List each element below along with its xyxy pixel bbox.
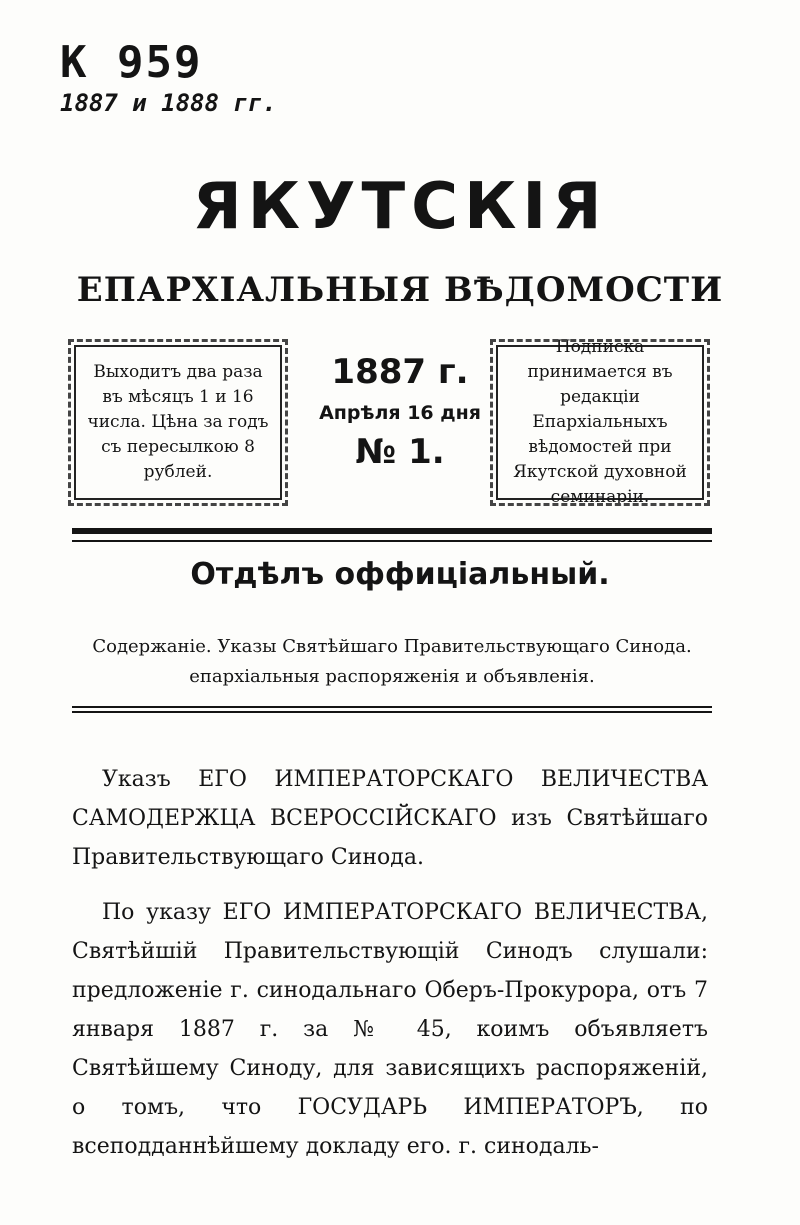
shelf-mark-years: 1887 и 1888 гг.	[60, 89, 277, 117]
shelf-mark	[60, 37, 277, 118]
masthead-subtitle: ЕПАРХІАЛЬНЫЯ ВѢДОМОСТИ	[76, 270, 724, 310]
header-rule-thick	[72, 528, 712, 534]
masthead-title: ЯКУТСКІЯ	[192, 170, 608, 244]
contents-rule-top	[72, 706, 712, 708]
contents-rule-bottom	[72, 711, 712, 713]
contents-summary: Содержаніе. Указы Святѣйшаго Правительствующаго Синода. епархіальныя распоряженія и объявленія.	[92, 636, 692, 687]
decree-heading-text: Указъ ЕГО ИМПЕРАТОРСКАГО ВЕЛИЧЕСТВА САМОДЕРЖЦА ВСЕРОССІЙСКАГО изъ Святѣйшаго Правительствующаго Синода.	[72, 767, 708, 870]
issue-date: Апрѣля 16 дня	[319, 402, 481, 424]
decree-body-paragraph	[72, 893, 708, 1166]
issue-info	[300, 350, 500, 474]
subscription-frequency-box	[74, 345, 282, 500]
decree-heading-paragraph	[72, 760, 708, 877]
subscription-office-text: Подписка принимается въ редакціи Епархіальныхъ вѣдомостей при Якутской духовной семинаріи.	[513, 337, 687, 507]
subscription-office-box	[496, 337, 704, 507]
issue-number: № 1.	[355, 432, 445, 472]
header-rule-thin	[72, 540, 712, 542]
shelf-mark-code: К 959	[60, 37, 203, 88]
section-title: Отдѣлъ оффиціальный.	[190, 557, 610, 592]
subscription-frequency-text: Выходитъ два раза въ мѣсяцъ 1 и 16 числа. Цѣна за годъ съ пересылкою 8 рублей.	[87, 362, 269, 482]
decree-body-text: По указу ЕГО ИМПЕРАТОРСКАГО ВЕЛИЧЕСТВА, Святѣйшій Правительствующій Синодъ слушали: предложеніе г. синодальнаго Оберъ-Прокурора, отъ 7 января 1887 г. за № 45, коимъ объявляетъ Святѣйшему Синоду, для зависящихъ распоряженій, о томъ, что ГОСУДАРЬ ИМПЕРАТОРЪ, по всеподданнѣйшему докладу его. г. синодаль-	[72, 900, 708, 1159]
issue-year: 1887 г.	[331, 352, 469, 392]
